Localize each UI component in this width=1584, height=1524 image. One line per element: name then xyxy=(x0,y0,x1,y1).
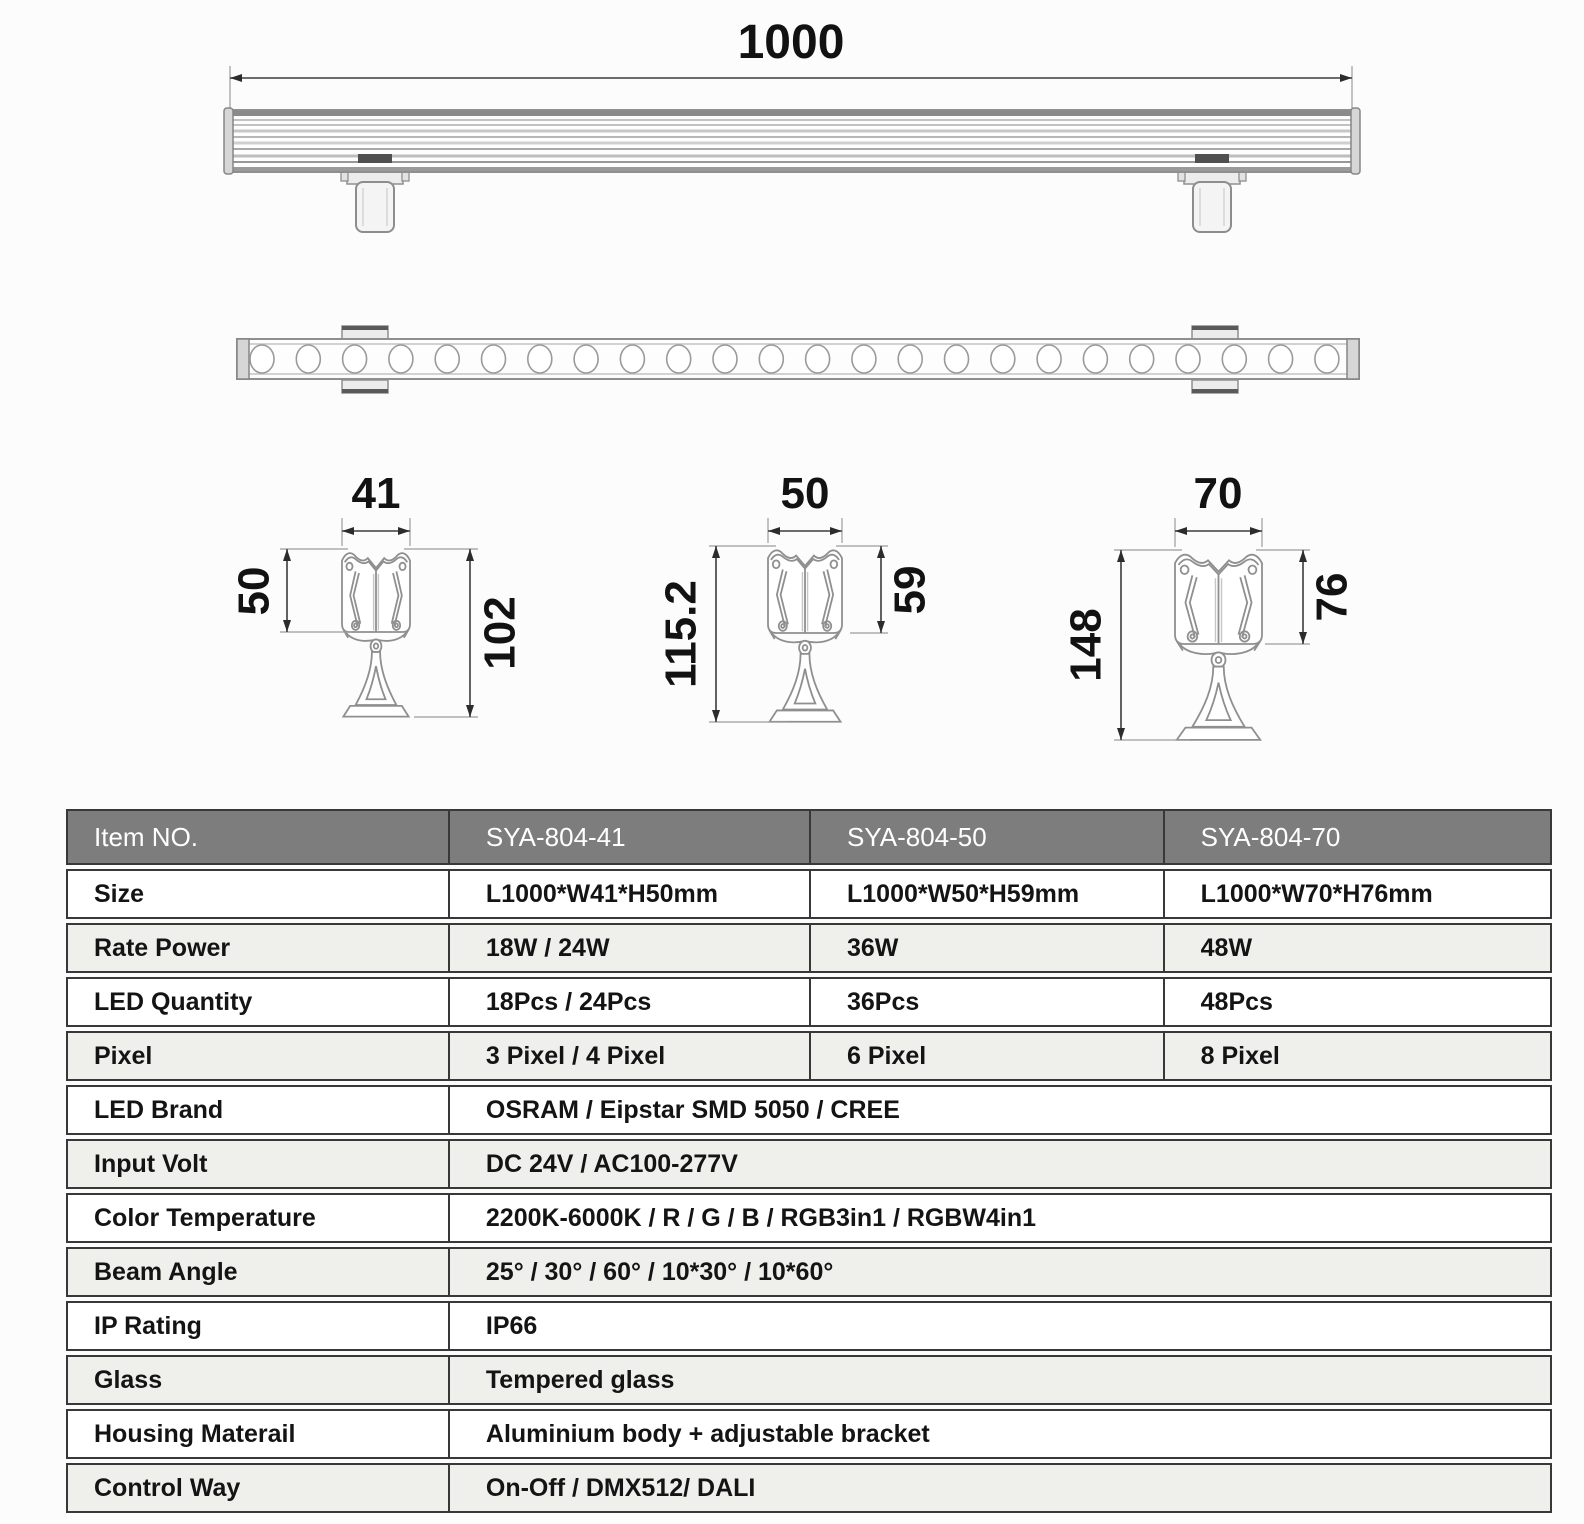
spec-table-header-row xyxy=(66,809,1552,865)
spec-row-value: 8 Pixel xyxy=(1163,1031,1552,1081)
led-lens xyxy=(1176,345,1200,373)
spec-row-label: LED Brand xyxy=(66,1085,448,1135)
led-lens xyxy=(852,345,876,373)
led-lens xyxy=(713,345,737,373)
spec-row xyxy=(66,1139,1552,1189)
spec-row-value: 18Pcs / 24Pcs xyxy=(448,977,809,1027)
led-lens xyxy=(389,345,413,373)
spec-row-value: 25° / 30° / 60° / 10*30° / 10*60° xyxy=(448,1247,1552,1297)
spec-row-label: Size xyxy=(66,869,448,919)
spec-row-value: 48Pcs xyxy=(1163,977,1552,1027)
spec-row-value: L1000*W41*H50mm xyxy=(448,869,809,919)
spec-row-label: Housing Materail xyxy=(66,1409,448,1459)
spec-row-label: Pixel xyxy=(66,1031,448,1081)
spec-row-value: 36Pcs xyxy=(809,977,1163,1027)
led-lens xyxy=(435,345,459,373)
section41-total-height-label: 102 xyxy=(475,596,525,670)
led-lens xyxy=(1083,345,1107,373)
side-view-drawing xyxy=(224,108,1360,232)
section50-total-height-label: 115.2 xyxy=(656,580,706,688)
spec-table xyxy=(66,805,1552,1517)
led-lens xyxy=(1315,345,1339,373)
spec-row-label: IP Rating xyxy=(66,1301,448,1351)
section41-height-label: 50 xyxy=(229,566,279,616)
length-dimension-label: 1000 xyxy=(737,16,845,69)
spec-row-value: 48W xyxy=(1163,923,1552,973)
section70-width-label: 70 xyxy=(1193,469,1243,518)
spec-row-label: Control Way xyxy=(66,1463,448,1513)
section70-total-height-label: 148 xyxy=(1061,608,1111,682)
led-lens xyxy=(250,345,274,373)
spec-row-value: L1000*W50*H59mm xyxy=(809,869,1163,919)
led-lens xyxy=(1130,345,1154,373)
led-lens xyxy=(528,345,552,373)
spec-row xyxy=(66,1085,1552,1135)
led-lens xyxy=(296,345,320,373)
spec-row-label: Beam Angle xyxy=(66,1247,448,1297)
spec-row xyxy=(66,1355,1552,1405)
spec-row-value: DC 24V / AC100-277V xyxy=(448,1139,1552,1189)
spec-row-value: On-Off / DMX512/ DALI xyxy=(448,1463,1552,1513)
cross-section-70 xyxy=(1062,469,1357,740)
led-lens xyxy=(991,345,1015,373)
spec-row-value: OSRAM / Eipstar SMD 5050 / CREE xyxy=(448,1085,1552,1135)
spec-row-value: 3 Pixel / 4 Pixel xyxy=(448,1031,809,1081)
spec-row-label: Rate Power xyxy=(66,923,448,973)
spec-header-model-50: SYA-804-50 xyxy=(809,809,1163,865)
spec-row-label: Glass xyxy=(66,1355,448,1405)
spec-row xyxy=(66,1247,1552,1297)
spec-row xyxy=(66,1409,1552,1459)
spec-row-value: 6 Pixel xyxy=(809,1031,1163,1081)
spec-row xyxy=(66,1301,1552,1351)
spec-row-label: LED Quantity xyxy=(66,977,448,1027)
spec-row xyxy=(66,923,1552,973)
led-lens xyxy=(482,345,506,373)
spec-row xyxy=(66,1031,1552,1081)
led-lens xyxy=(1037,345,1061,373)
spec-row xyxy=(66,869,1552,919)
spec-header-item-no: Item NO. xyxy=(66,809,448,865)
led-lens xyxy=(898,345,922,373)
led-lens xyxy=(620,345,644,373)
spec-row-value: L1000*W70*H76mm xyxy=(1163,869,1552,919)
front-view-drawing xyxy=(237,326,1359,393)
spec-row-value: 18W / 24W xyxy=(448,923,809,973)
led-lens xyxy=(667,345,691,373)
spec-row-value: 2200K-6000K / R / G / B / RGB3in1 / RGBW4in1 xyxy=(448,1193,1552,1243)
spec-header-model-70: SYA-804-70 xyxy=(1163,809,1552,865)
section70-height-label: 76 xyxy=(1307,572,1357,622)
led-lens xyxy=(759,345,783,373)
section50-width-label: 50 xyxy=(780,469,830,518)
section41-width-label: 41 xyxy=(351,469,401,518)
spec-row-value: IP66 xyxy=(448,1301,1552,1351)
cross-section-50 xyxy=(657,469,935,722)
spec-row-label: Input Volt xyxy=(66,1139,448,1189)
spec-row-value: Aluminium body + adjustable bracket xyxy=(448,1409,1552,1459)
spec-row xyxy=(66,1463,1552,1513)
spec-row-value: Tempered glass xyxy=(448,1355,1552,1405)
spec-row-label: Color Temperature xyxy=(66,1193,448,1243)
spec-row xyxy=(66,977,1552,1027)
led-lens xyxy=(806,345,830,373)
spec-row-value: 36W xyxy=(809,923,1163,973)
led-lens xyxy=(574,345,598,373)
led-lens xyxy=(945,345,969,373)
led-lens xyxy=(343,345,367,373)
cross-section-41 xyxy=(230,469,525,717)
section50-height-label: 59 xyxy=(885,565,935,615)
led-lens xyxy=(1269,345,1293,373)
spec-header-model-41: SYA-804-41 xyxy=(448,809,809,865)
led-lens xyxy=(1222,345,1246,373)
spec-row xyxy=(66,1193,1552,1243)
length-dimension xyxy=(230,16,1352,110)
